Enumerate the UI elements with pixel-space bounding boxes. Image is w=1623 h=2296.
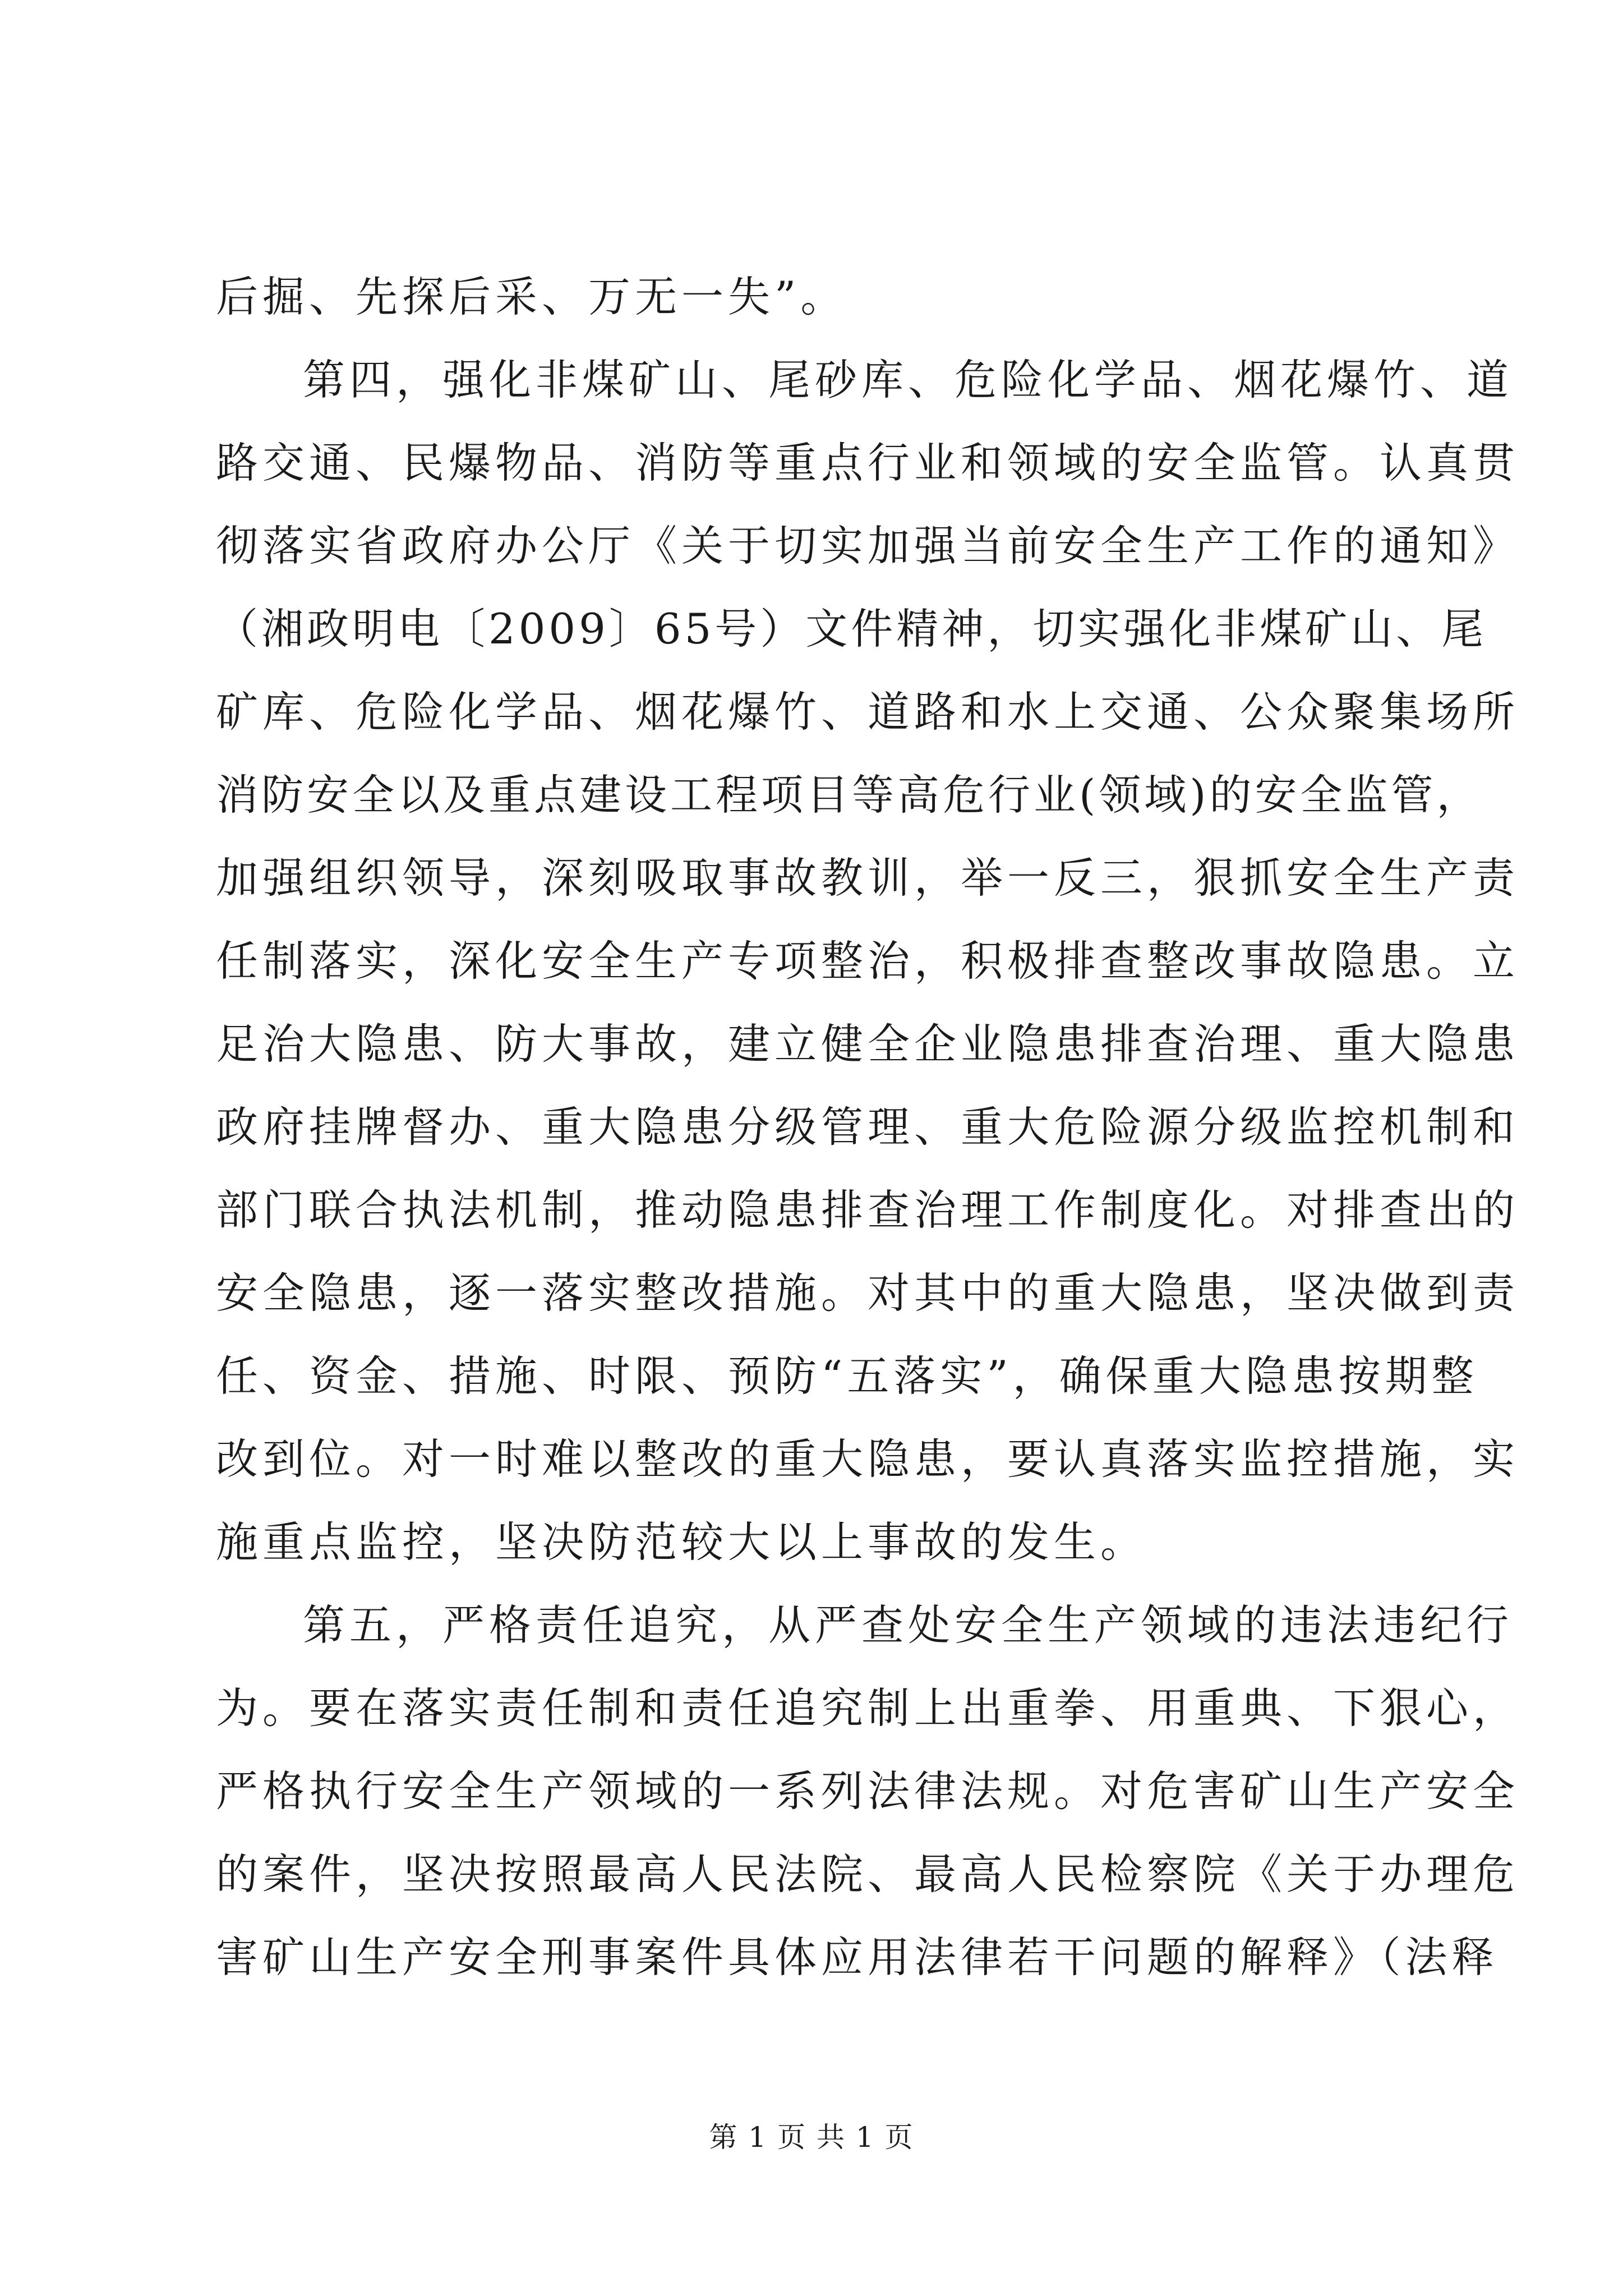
body-line: 严格执行安全生产领域的一系列法律法规。对危害矿山生产安全 [216,1766,1520,1816]
body-line: 为。要在落实责任制和责任追究制上出重拳、用重典、下狠心， [216,1683,1520,1733]
body-line: 路交通、民爆物品、消防等重点行业和领域的安全监管。认真贯 [216,438,1520,487]
page-footer: 第 1 页 共 1 页 [709,2121,914,2154]
body-line: 的案件，坚决按照最高人民法院、最高人民检察院《关于办理危 [216,1849,1520,1899]
body-line: 任制落实，深化安全生产专项整治，积极排查整改事故隐患。立 [216,936,1520,986]
body-line: 害矿山生产安全刑事案件具体应用法律若干问题的解释》（法释 [216,1932,1498,1982]
body-line: 施重点监控，坚决防范较大以上事故的发生。 [216,1517,1147,1567]
body-line: 消防安全以及重点建设工程项目等高危行业(领域)的安全监管， [216,770,1482,820]
body-line: 足治大隐患、防大事故，建立健全企业隐患排查治理、重大隐患 [216,1019,1520,1069]
body-line: 矿库、危险化学品、烟花爆竹、道路和水上交通、公众聚集场所 [216,687,1520,737]
body-line: 部门联合执法机制，推动隐患排查治理工作制度化。对排查出的 [216,1185,1520,1235]
body-line: 加强组织领导，深刻吸取事故教训，举一反三，狠抓安全生产责 [216,853,1520,903]
document-body [216,255,1520,1999]
paragraph-start-line: 第五，严格责任追究，从严查处安全生产领域的违法违纪行 [303,1600,1514,1650]
body-line: 后掘、先探后采、万无一失”。 [216,272,847,321]
body-line: 彻落实省政府办公厅《关于切实加强当前安全生产工作的通知》 [216,521,1520,570]
body-line: 改到位。对一时难以整改的重大隐患，要认真落实监控措施，实 [216,1434,1520,1484]
body-line: （湘政明电〔2009〕65号）文件精神，切实强化非煤矿山、尾 [216,604,1487,654]
body-line: 政府挂牌督办、重大隐患分级管理、重大危险源分级监控机制和 [216,1102,1520,1152]
paragraph-start-line: 第四，强化非煤矿山、尾砂库、危险化学品、烟花爆竹、道 [303,355,1514,404]
body-line: 安全隐患，逐一落实整改措施。对其中的重大隐患，坚决做到责 [216,1268,1520,1318]
body-line: 任、资金、措施、时限、预防“五落实”，确保重大隐患按期整 [216,1351,1478,1401]
